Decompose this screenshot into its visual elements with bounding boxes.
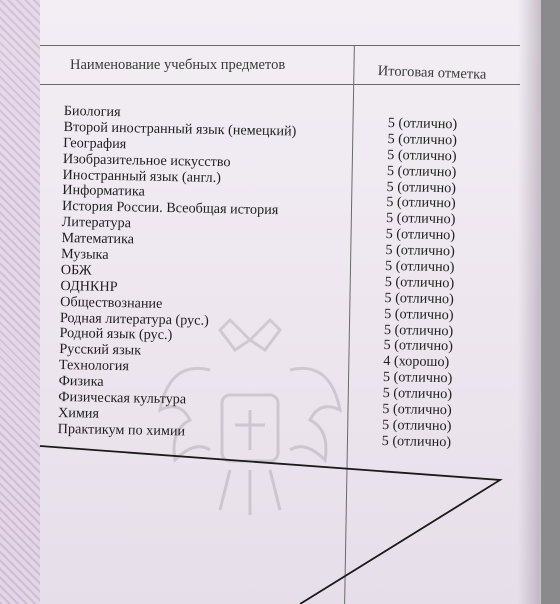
grade-value: 5 (отлично) <box>384 257 455 276</box>
grade-value: 5 (отлично) <box>382 385 453 403</box>
subject-name: Обществознание <box>60 293 163 312</box>
subject-name: Русский язык <box>59 341 142 359</box>
grade-value: 5 (отлично) <box>385 242 455 260</box>
grade-value: 4 (хорошо) <box>383 353 450 371</box>
grade-value: 5 (отлично) <box>387 146 457 165</box>
grade-value: 5 (отлично) <box>382 369 453 387</box>
subject-name: Иностранный язык (англ.) <box>62 166 222 186</box>
grade-value: 5 (отлично) <box>387 115 458 133</box>
subject-name: Родной язык (рус.) <box>59 325 173 344</box>
subject-name: Практикум по химии <box>57 420 186 440</box>
subject-name: Информатика <box>62 182 146 201</box>
grade-value: 5 (отлично) <box>387 130 458 149</box>
subject-name: Технология <box>58 357 130 375</box>
subject-name: ОБЖ <box>60 261 92 279</box>
subject-name: Химия <box>57 404 100 422</box>
grade-value: 5 (отлично) <box>382 400 452 419</box>
subject-name: Изобразительное искусство <box>62 150 231 170</box>
subject-name: Физическая культура <box>58 388 187 408</box>
grade-value: 5 (отлично) <box>381 432 452 451</box>
grade-value: 5 (отлично) <box>383 337 454 355</box>
grade-column-header: Итоговая отметка <box>377 63 487 83</box>
subject-column-header: Наименование учебных предметов <box>70 57 286 73</box>
grade-value: 5 (отлично) <box>386 162 457 180</box>
subject-name: География <box>63 134 127 152</box>
grade-value: 5 (отлично) <box>381 416 452 435</box>
subject-name: История России. Всеобщая история <box>61 198 279 219</box>
subject-name: Родная литература (рус.) <box>59 309 209 329</box>
subject-name: Физика <box>58 373 104 390</box>
subject-name: Музыка <box>60 245 109 263</box>
subject-name: Второй иностранный язык (немецкий) <box>63 118 297 140</box>
grade-value: 5 (отлично) <box>384 305 454 323</box>
subject-name: Биология <box>63 103 121 121</box>
subject-name: Математика <box>61 230 135 248</box>
grade-value: 5 (отлично) <box>386 194 456 212</box>
grade-value: 5 (отлично) <box>384 273 455 292</box>
subject-name: ОДНКНР <box>60 277 118 295</box>
grade-value: 5 (отлично) <box>386 178 457 196</box>
grade-value: 5 (отлично) <box>385 226 456 244</box>
grade-value: 5 (отлично) <box>384 289 454 308</box>
subject-name: Литература <box>61 214 132 232</box>
grade-value: 5 (отлично) <box>383 321 454 339</box>
grade-value: 5 (отлично) <box>385 210 456 228</box>
